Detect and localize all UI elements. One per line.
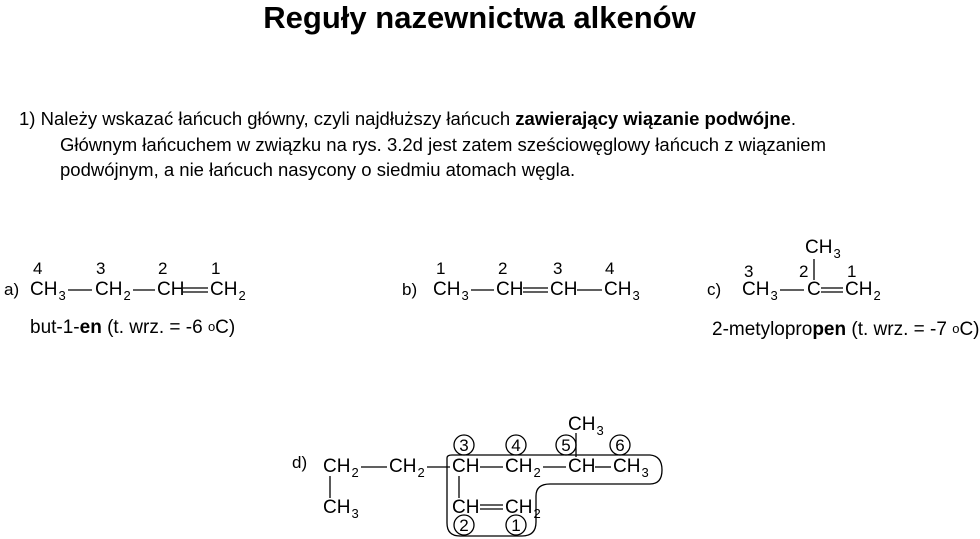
atom-group: $CH_3$ — [805, 237, 841, 261]
rule-text: 1) Należy wskazać łańcuch główny, czyli najdłuższy łańcuch — [19, 108, 516, 129]
carbon-number: 2 — [498, 259, 508, 278]
carbon-number: 1 — [847, 262, 857, 281]
page-title: Reguły nazewnictwa alkenów — [263, 0, 696, 35]
rule-line-3: podwójnym, a nie łańcuch nasycony o siedmiu atomach węgla. — [60, 159, 576, 180]
atom-group: CH — [496, 279, 524, 300]
carbon-number: 3 — [96, 259, 106, 278]
example-b-label: b) — [402, 280, 418, 299]
carbon-number: 4 — [605, 259, 615, 278]
atom-group: $CH_2$ — [210, 279, 246, 303]
carbon-number: 3 — [744, 262, 754, 281]
atom-group: $CH_3$ — [742, 279, 778, 303]
circled-number: 6 — [615, 436, 625, 455]
carbon-number: 1 — [211, 259, 221, 278]
number-circle — [454, 435, 474, 455]
example-a-caption: but-1-en (t. wrz. = -6 $^o$C) — [30, 317, 236, 338]
atom-group: $CH_3$ — [433, 279, 469, 303]
number-circle — [610, 435, 630, 455]
atom-group: $CH_3$ — [604, 279, 640, 303]
carbon-number: 3 — [553, 259, 563, 278]
atom-group: $CH_3$ — [30, 279, 66, 303]
carbon-number: 2 — [799, 262, 809, 281]
example-a-label: a) — [4, 280, 20, 299]
atom-group: CH — [550, 279, 578, 300]
rule-period: . — [790, 108, 796, 129]
number-circle — [454, 515, 474, 535]
rule-emphasis: zawierający wiązanie podwójne — [515, 108, 791, 129]
atom-group: $CH_2$ — [95, 279, 131, 303]
atom-group: $CH_3$ — [613, 456, 649, 480]
atom-group: $CH_2$ — [845, 279, 881, 303]
circled-number: 4 — [511, 436, 521, 455]
circled-number: 3 — [459, 436, 469, 455]
example-c-label: c) — [707, 280, 722, 299]
circled-number: 5 — [561, 436, 571, 455]
atom-group: $CH_2$ — [505, 456, 541, 480]
atom-group: CH — [452, 456, 480, 477]
number-circle — [506, 515, 526, 535]
atom-group: $CH_3$ — [323, 497, 359, 521]
carbon-number: 2 — [158, 259, 168, 278]
atom-group: CH — [157, 279, 185, 300]
atom-group: CH — [452, 497, 480, 518]
atom-group: C — [807, 279, 821, 300]
carbon-number: 4 — [33, 259, 43, 278]
example-d-label: d) — [292, 453, 308, 472]
atom-group: $CH_2$ — [323, 456, 359, 480]
atom-group: $CH_2$ — [505, 497, 541, 521]
atom-group: $CH_2$ — [389, 456, 425, 480]
example-c-caption: 2-metylopropen (t. wrz. = -7 $^o$C) — [712, 319, 980, 340]
atom-group: $CH_3$ — [568, 414, 604, 438]
circled-number: 1 — [511, 516, 521, 535]
number-circle — [556, 435, 576, 455]
rule-line-2: Głównym łańcuchem w związku na rys. 3.2d jest zatem sześciowęglowy łańcuch z wiązaniem — [60, 134, 826, 155]
carbon-number: 1 — [436, 259, 446, 278]
circled-number: 2 — [459, 516, 469, 535]
atom-group: CH — [568, 456, 596, 477]
number-circle — [506, 435, 526, 455]
